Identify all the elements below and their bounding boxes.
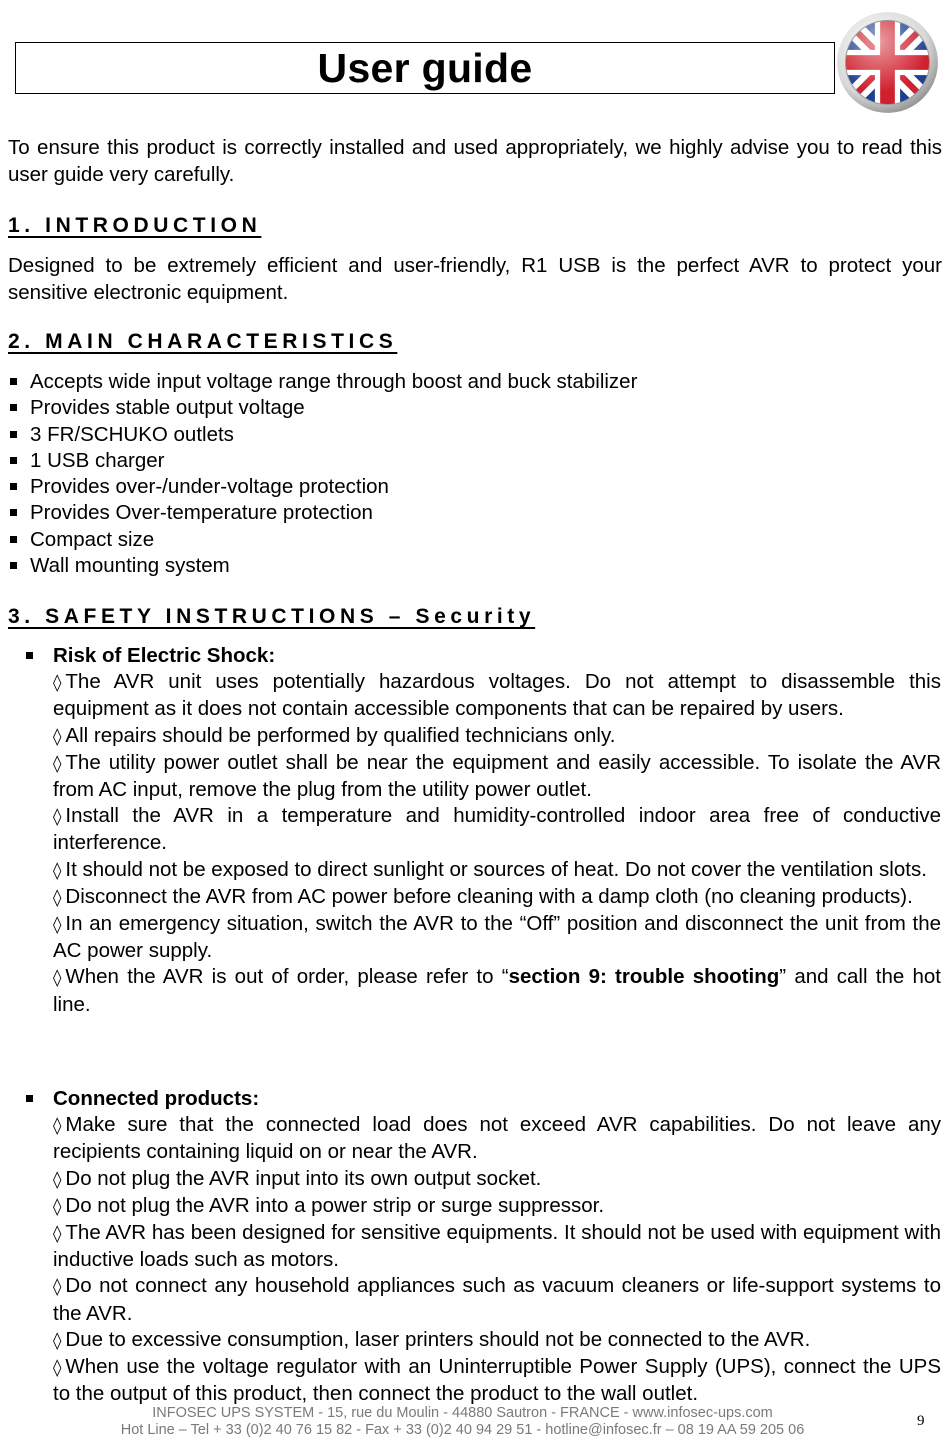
diamond-bullet-icon: ◊ [53,753,62,774]
diamond-bullet-icon: ◊ [53,915,62,936]
list-item: ◊ Do not plug the AVR input into its own output socket. [53,1166,542,1190]
connected-products-block [53,1086,941,1407]
section-heading-safety-instructions: 3. SAFETY INSTRUCTIONS – Security [8,605,536,628]
characteristics-list [8,369,637,579]
section-heading-main-characteristics: 2. MAIN CHARACTERISTICS [8,330,398,353]
diamond-bullet-icon: ◊ [53,1330,62,1351]
list-item: Provides over-/under-voltage protection [8,474,637,500]
list-item: ◊ The utility power outlet shall be near the equipment and easily accessible. To isolate the AVR from AC input, remove the plug from the utility power outlet. [53,750,941,802]
introduction-paragraph: Designed to be extremely efficient and user-friendly, R1 USB is the perfect AVR to protect your sensitive electronic equipment. [8,254,942,304]
diamond-bullet-icon: ◊ [53,1277,62,1298]
diamond-bullet-icon: ◊ [53,1358,62,1379]
list-item: ◊ Install the AVR in a temperature and humidity-controlled indoor area free of conductive interference. [53,804,941,855]
title-box [15,42,835,94]
list-item: ◊ Due to excessive consumption, laser printers should not be connected to the AVR. [53,1327,811,1351]
connected-products-title: Connected products: [53,1087,260,1110]
footer-address: INFOSEC UPS SYSTEM - 15, rue du Moulin - 44880 Sautron - FRANCE - www.infosec-ups.com [152,1405,773,1421]
list-item: 3 FR/SCHUKO outlets [8,422,637,448]
diamond-bullet-icon: ◊ [53,807,62,828]
diamond-bullet-icon: ◊ [53,860,62,881]
list-item: ◊ Make sure that the connected load does not exceed AVR capabilities. Do not leave any recipients containing liquid on or near the AVR. [53,1113,941,1164]
section-heading-introduction: 1. INTRODUCTION [8,214,262,237]
electric-shock-block [53,643,941,1018]
trouble-shooting-reference: section 9: trouble shooting [508,965,780,989]
list-item: ◊ It should not be exposed to direct sunlight or sources of heat. Do not cover the ventilation slots. [53,857,927,881]
diamond-bullet-icon: ◊ [53,726,62,747]
list-item: ◊ The AVR unit uses potentially hazardous voltages. Do not attempt to disassemble this equipment as it does not contain accessible components that can be repaired by users. [53,670,941,721]
page-title: User guide [317,44,533,91]
list-item: Wall mounting system [8,553,637,579]
diamond-bullet-icon: ◊ [53,1196,62,1217]
diamond-bullet-icon: ◊ [53,1224,62,1245]
list-item: ◊ When the AVR is out of order, please refer to “section 9: trouble shooting” and call the hot line. [53,965,941,1016]
footer-contact: Hot Line – Tel + 33 (0)2 40 76 15 82 - Fax + 33 (0)2 40 94 29 51 - hotline@infosec.fr – 08 19 AA 59 205 06 [120,1422,805,1438]
square-bullet-icon [26,652,33,659]
page-number: 9 [917,1413,925,1429]
list-item: ◊ In an emergency situation, switch the AVR to the “Off” position and disconnect the unit from the AC power supply. [53,912,941,963]
electric-shock-title: Risk of Electric Shock: [53,644,276,667]
list-item: Provides stable output voltage [8,395,637,421]
diamond-bullet-icon: ◊ [53,887,62,908]
diamond-bullet-icon: ◊ [53,1116,62,1137]
list-item: 1 USB charger [8,448,637,474]
diamond-bullet-icon: ◊ [53,1169,62,1190]
list-item: ◊ The AVR has been designed for sensitive equipments. It should not be used with equipment with inductive loads such as motors. [53,1221,941,1272]
list-item: ◊ Do not connect any household appliances such as vacuum cleaners or life-support systems to the AVR. [53,1274,941,1325]
diamond-bullet-icon: ◊ [53,968,62,989]
list-item: Compact size [8,527,637,553]
uk-flag-icon [835,10,940,115]
intro-paragraph: To ensure this product is correctly installed and used appropriately, we highly advise you to read this user guide very carefully. [8,136,942,186]
list-item: Accepts wide input voltage range through boost and buck stabilizer [8,369,637,395]
page-footer [0,1405,925,1439]
list-item: ◊ All repairs should be performed by qualified technicians only. [53,723,616,747]
list-item: ◊ Do not plug the AVR into a power strip or surge suppressor. [53,1193,605,1217]
diamond-bullet-icon: ◊ [53,673,62,694]
list-item: ◊ Disconnect the AVR from AC power before cleaning with a damp cloth (no cleaning products). [53,884,913,908]
list-item: ◊ When use the voltage regulator with an Uninterruptible Power Supply (UPS), connect the UPS to the output of this product, then connect the product to the wall outlet. [53,1355,941,1406]
square-bullet-icon [26,1095,33,1102]
list-item: Provides Over-temperature protection [8,500,637,526]
